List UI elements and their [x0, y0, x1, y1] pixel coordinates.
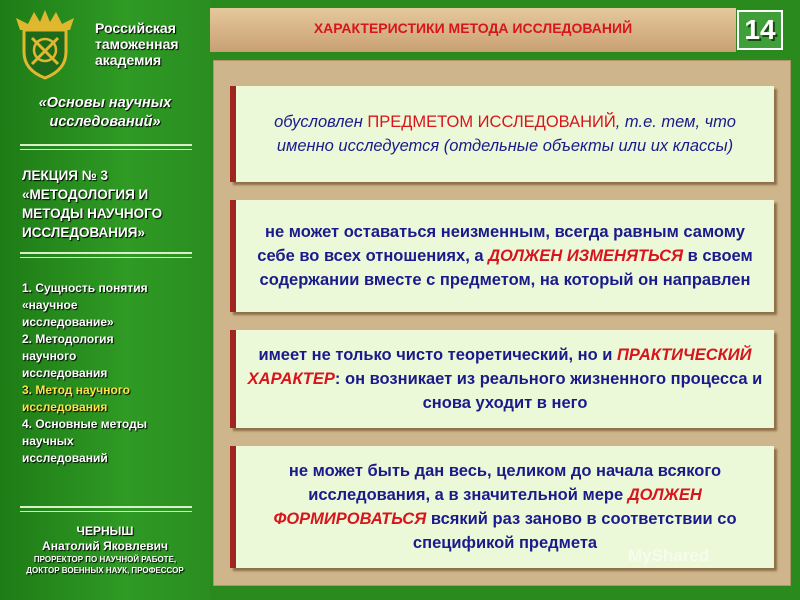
slide-number-badge: 14: [737, 10, 783, 50]
outline-item[interactable]: 1. Сущность понятия «научное исследование»: [22, 281, 148, 329]
divider: [20, 511, 192, 512]
divider: [20, 506, 192, 508]
divider: [20, 252, 192, 254]
outline-item[interactable]: 2. Методология научного исследования: [22, 332, 114, 380]
divider: [20, 144, 192, 146]
slide-title: ХАРАКТЕРИСТИКИ МЕТОДА ИССЛЕДОВАНИЙ: [313, 20, 633, 36]
lecture-title: ЛЕКЦИЯ № 3 «МЕТОДОЛОГИЯ И МЕТОДЫ НАУЧНОГО ИССЛЕДОВАНИЯ»: [22, 168, 163, 240]
characteristic-card: не может оставаться неизменным, всегда равным самому себе во всех отношениях, а ДОЛЖЕН ИЗМЕНЯТЬСЯ в своем содержании вместе с предметом, на который он направлен: [230, 200, 774, 312]
outline-item[interactable]: 4. Основные методы научных исследований: [22, 417, 147, 465]
organization-name: Российская таможенная академия: [95, 20, 179, 68]
divider: [20, 149, 192, 150]
course-title: «Основы научных исследований»: [38, 95, 172, 130]
characteristic-card: имеет не только чисто теоретический, но и ПРАКТИЧЕСКИЙ ХАРАКТЕР: он возникает из реального жизненного процесса и снова уходит в него: [230, 330, 774, 428]
characteristic-card: не может быть дан весь, целиком до начала всякого исследования, а в значительной мере ДОЛЖЕН ФОРМИРОВАТЬСЯ всякий раз заново в соответствии со спецификой предмета: [230, 446, 774, 568]
divider: [20, 257, 192, 258]
outline-item-active[interactable]: 3. Метод научного исследования: [22, 383, 131, 414]
customs-emblem-icon: [14, 8, 76, 80]
characteristic-card: обусловлен ПРЕДМЕТОМ ИССЛЕДОВАНИЙ, т.е. тем, что именно исследуется (отдельные объекты или их классы): [230, 86, 774, 182]
author-info: ЧЕРНЫШ Анатолий Яковлевич ПРОРЕКТОР ПО НАУЧНОЙ РАБОТЕ, ДОКТОР ВОЕННЫХ НАУК, ПРОФЕССОР: [26, 524, 184, 575]
lecture-outline: [22, 280, 204, 467]
watermark: MyShared: [628, 546, 710, 565]
